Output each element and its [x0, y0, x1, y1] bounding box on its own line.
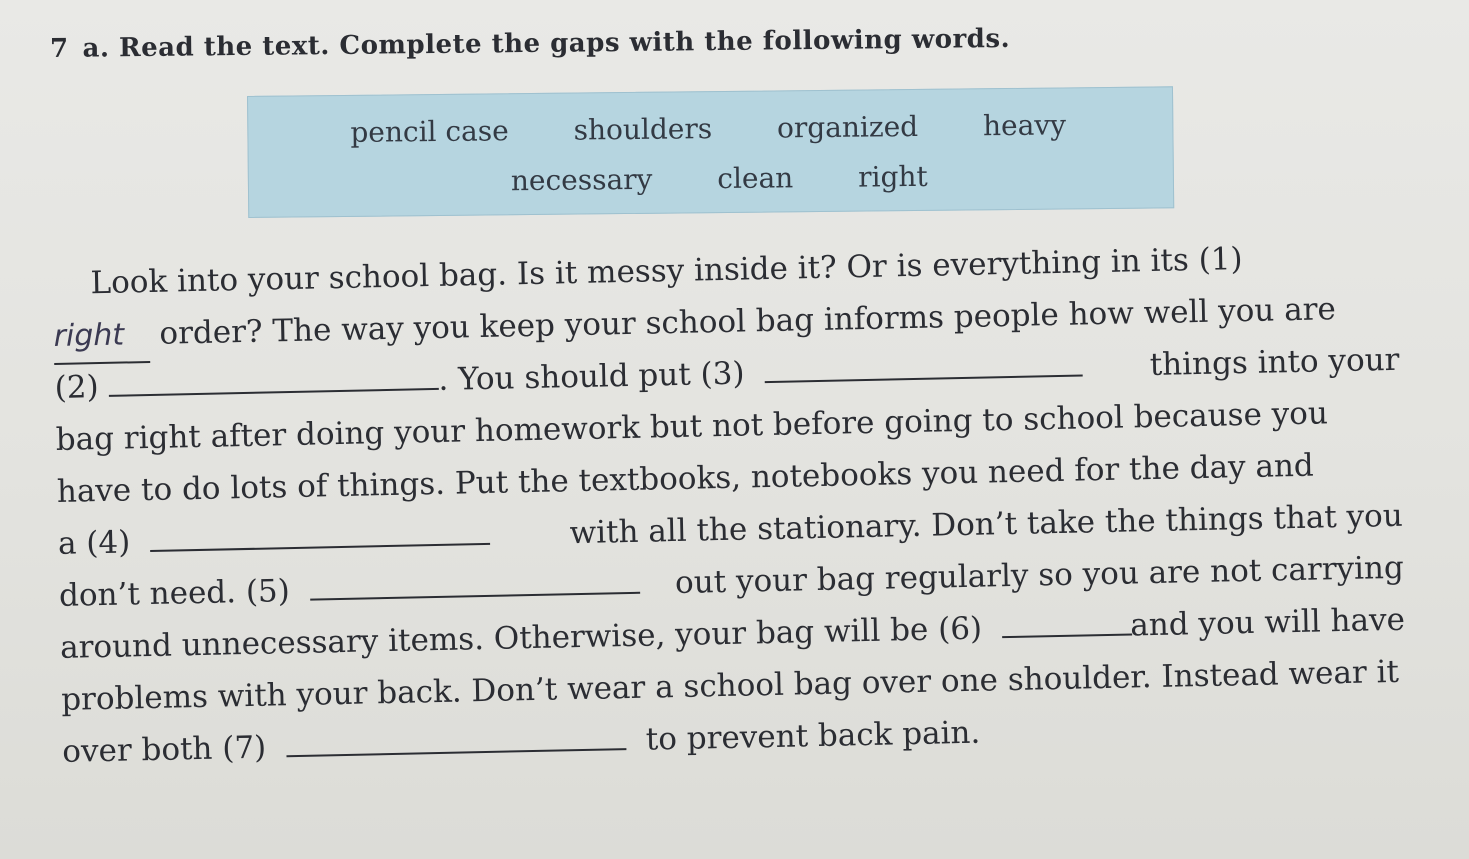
word-pencil-case: pencil case: [350, 114, 509, 149]
gap-6-blank[interactable]: [1002, 609, 1133, 638]
word-heavy: heavy: [982, 108, 1067, 143]
gap-3-blank[interactable]: [764, 350, 1082, 383]
gap-fill-text: [52, 230, 1408, 778]
text-line-8-end: and you will have: [1129, 601, 1406, 644]
gap-4-label: a (4): [57, 524, 131, 562]
text-line-6-end: with all the stationary. Don’t take the things that you: [569, 497, 1404, 552]
word-bank-row-2: [511, 159, 984, 197]
text-line-2-rest: order? The way you keep your school bag informs people how well you are: [159, 291, 1337, 352]
text-line-9: problems with your back. Don’t wear a school bag over one shoulder. Instead wear it: [60, 653, 1400, 718]
text-line-5: have to do lots of things. Put the textbooks, notebooks you need for the day and: [56, 447, 1315, 510]
text-line-3-end: things into your: [1149, 341, 1400, 384]
text-line-3-middle: . You should put (3): [438, 355, 745, 398]
gap-5-label: don’t need. (5): [58, 573, 291, 614]
text-line-1: Look into your school bag. Is it messy inside it? Or is everything in its (1): [90, 241, 1243, 302]
gap-6-label: around unnecessary items. Otherwise, your bag will be (6): [59, 610, 983, 666]
exercise-instruction: a. Read the text. Complete the gaps with the following words.: [82, 23, 1011, 64]
text-line-7-end: out your bag regularly so you are not carrying: [674, 549, 1405, 602]
text-line-4: bag right after doing your homework but not before going to school because you: [55, 395, 1329, 458]
gap-5-blank[interactable]: [309, 568, 639, 601]
exercise-number: 7: [49, 33, 69, 64]
gap-4-blank[interactable]: [150, 519, 490, 552]
word-organized: organized: [776, 109, 919, 145]
word-bank-box: [247, 86, 1174, 218]
word-necessary: necessary: [510, 162, 653, 198]
word-shoulders: shoulders: [573, 112, 713, 147]
word-right: right: [857, 159, 928, 194]
word-clean: clean: [717, 161, 794, 196]
gap-1-answer[interactable]: right: [53, 309, 150, 365]
exercise-heading: [50, 24, 1010, 64]
word-bank-row-1: [350, 108, 1122, 149]
gap-7-label: over both (7): [61, 729, 267, 770]
gap-7-blank[interactable]: [286, 724, 626, 757]
text-line-10-end: to prevent back pain.: [645, 714, 981, 758]
gap-2-label: (2): [54, 369, 100, 406]
gap-2-blank[interactable]: [108, 364, 438, 397]
